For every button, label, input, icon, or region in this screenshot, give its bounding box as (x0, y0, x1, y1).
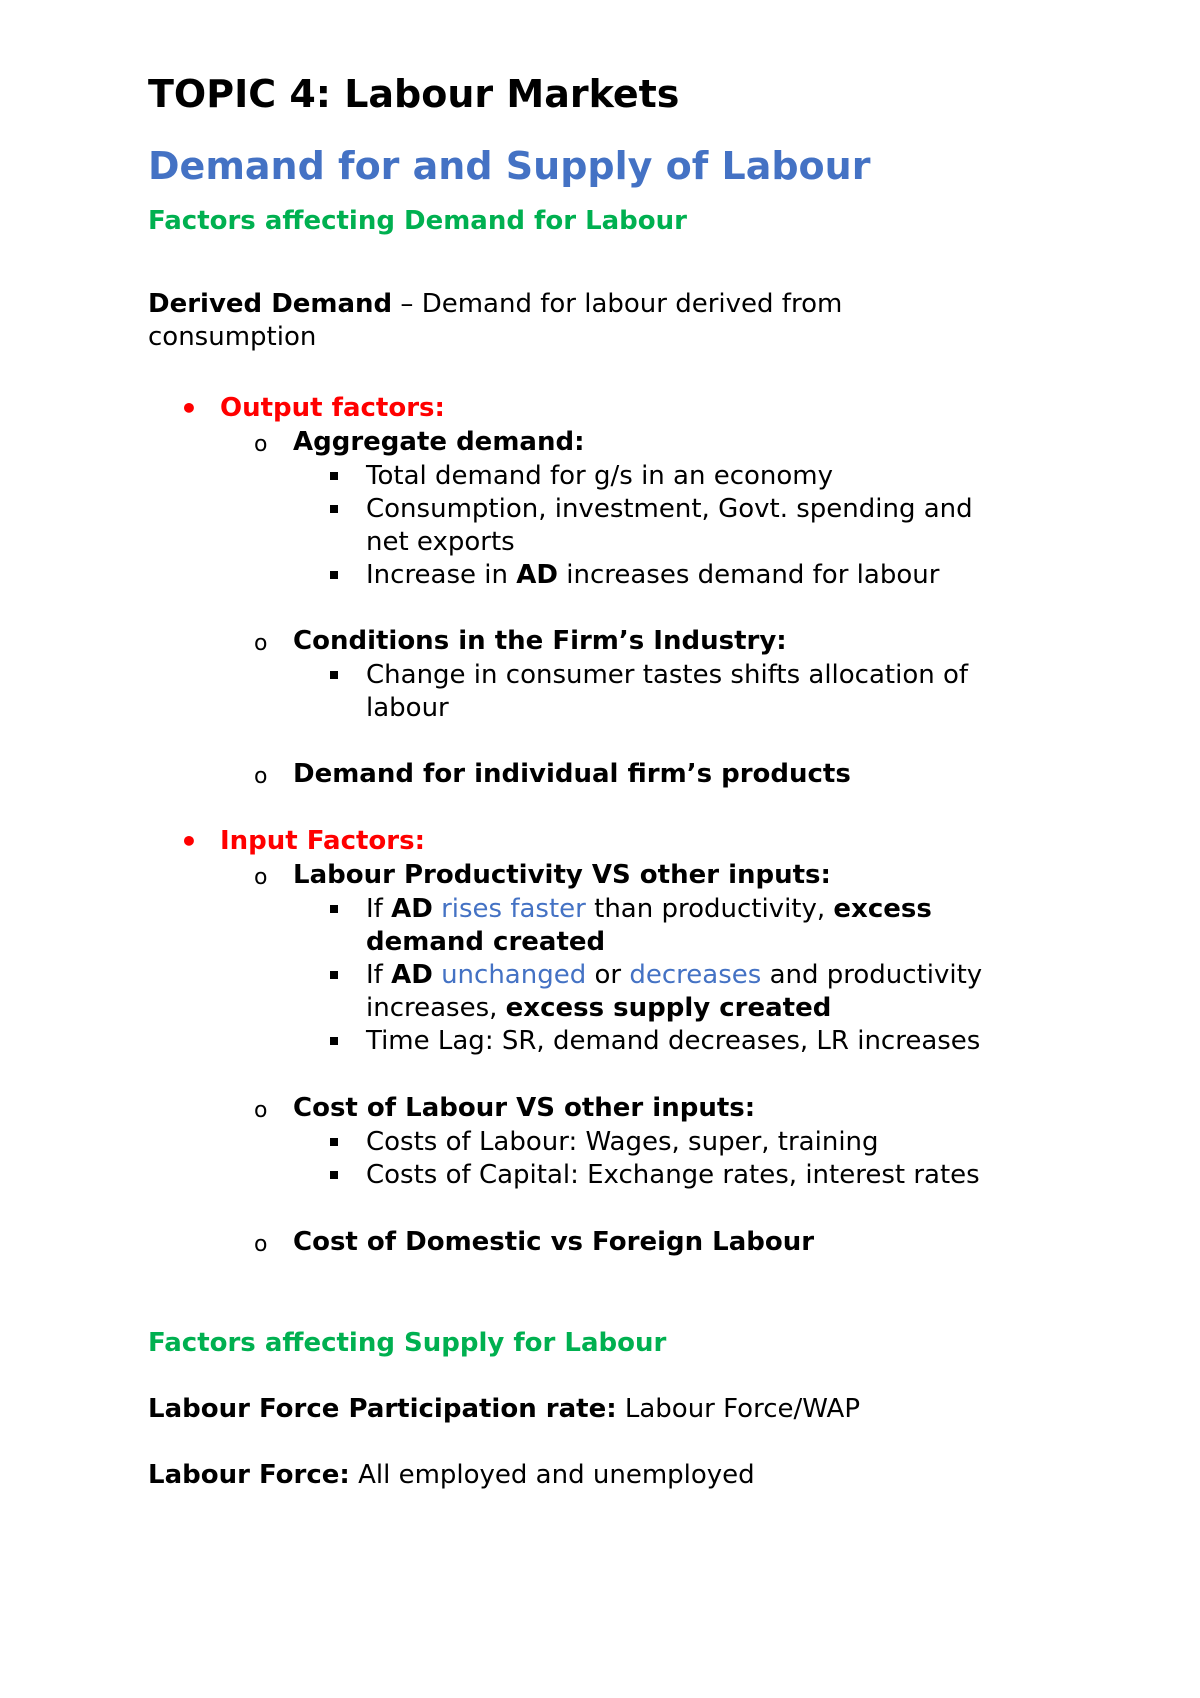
circle-bullet-icon: o (254, 432, 268, 457)
individual-demand-label: Demand for individual firm’s products (293, 759, 851, 789)
individual-demand-item (148, 758, 1088, 791)
square-bullet-icon (330, 1138, 338, 1146)
output-factors-item (148, 392, 1088, 425)
text-run-rises-faster: rises faster (441, 894, 586, 924)
list-item-text: Change in consumer tastes shifts allocation of (366, 660, 969, 690)
list-item (148, 1025, 1088, 1058)
list-item-text-cont (366, 992, 1086, 1025)
derived-demand-definition-cont: consumption (148, 322, 317, 352)
text-run-decreases: decreases (629, 960, 762, 990)
list-item-text (366, 893, 1086, 926)
text-run (433, 894, 441, 924)
square-bullet-icon (330, 472, 338, 480)
list-item (148, 1126, 1088, 1159)
circle-bullet-icon: o (254, 631, 268, 656)
derived-demand-separator: – (392, 289, 422, 319)
productivity-label: Labour Productivity VS other inputs: (293, 860, 831, 890)
square-bullet-icon (330, 1171, 338, 1179)
conditions-item (148, 625, 1088, 658)
derived-demand-term: Derived Demand (148, 289, 393, 319)
list-item (148, 659, 1088, 725)
text-run-ad: AD (391, 960, 433, 990)
cost-of-labour-label: Cost of Labour VS other inputs: (293, 1093, 756, 1123)
lfpr-value: Labour Force/WAP (616, 1394, 860, 1424)
text-run-unchanged: unchanged (441, 960, 587, 990)
text-run-excess-supply: excess supply created (505, 993, 832, 1023)
square-bullet-icon (330, 971, 338, 979)
aggregate-demand-item (148, 426, 1088, 459)
circle-bullet-icon: o (254, 865, 268, 890)
demand-section-heading: Factors affecting Demand for Labour (148, 206, 687, 236)
bullet-icon: • (180, 825, 198, 858)
productivity-item (148, 859, 1088, 892)
main-heading: Demand for and Supply of Labour (148, 144, 871, 188)
list-item (148, 959, 1088, 1025)
list-item-text-cont: labour (366, 693, 449, 723)
circle-bullet-icon: o (254, 1232, 268, 1257)
text-run-excess: excess (833, 894, 932, 924)
domestic-foreign-label: Cost of Domestic vs Foreign Labour (293, 1227, 815, 1257)
text-run: Increase in (366, 560, 517, 590)
text-run: than productivity, (585, 894, 834, 924)
input-factors-item (148, 825, 1088, 858)
supply-section-heading: Factors affecting Supply for Labour (148, 1328, 667, 1358)
lfpr-term: Labour Force Participation rate: (148, 1394, 617, 1424)
aggregate-demand-label: Aggregate demand: (293, 427, 585, 457)
circle-bullet-icon: o (254, 1098, 268, 1123)
list-item-text: Consumption, investment, Govt. spending and (366, 494, 973, 524)
list-item (148, 1159, 1088, 1192)
text-run: increases demand for labour (557, 560, 940, 590)
list-item-text: Time Lag: SR, demand decreases, LR increases (366, 1026, 981, 1056)
square-bullet-icon (330, 671, 338, 679)
list-item (148, 559, 1088, 592)
list-item-text-cont: demand created (366, 927, 606, 957)
text-run-ad: AD (391, 894, 433, 924)
text-run: If (366, 894, 392, 924)
text-run: or (586, 960, 630, 990)
lfpr-paragraph (148, 1393, 1088, 1426)
list-item-text (366, 559, 1086, 592)
list-item-text: Costs of Capital: Exchange rates, interest rates (366, 1160, 980, 1190)
cost-of-labour-item (148, 1092, 1088, 1125)
input-factors-label: Input Factors: (220, 826, 425, 856)
circle-bullet-icon: o (254, 764, 268, 789)
text-run: increases, (366, 993, 506, 1023)
list-item (148, 460, 1088, 493)
square-bullet-icon (330, 571, 338, 579)
derived-demand-paragraph (148, 288, 1088, 354)
topic-title: TOPIC 4: Labour Markets (148, 72, 680, 116)
list-item-text: Costs of Labour: Wages, super, training (366, 1127, 879, 1157)
list-item-text (366, 959, 1086, 992)
bullet-icon: • (180, 392, 198, 425)
labour-force-value: All employed and unemployed (349, 1460, 755, 1490)
text-run: If (366, 960, 392, 990)
text-run: and productivity (761, 960, 983, 990)
square-bullet-icon (330, 1037, 338, 1045)
conditions-label: Conditions in the Firm’s Industry: (293, 626, 787, 656)
square-bullet-icon (330, 905, 338, 913)
list-item (148, 493, 1088, 559)
list-item-text-cont: net exports (366, 527, 515, 557)
text-run (433, 960, 441, 990)
domestic-foreign-item (148, 1226, 1088, 1259)
output-factors-label: Output factors: (220, 393, 445, 423)
derived-demand-definition: Demand for labour derived from (421, 289, 843, 319)
text-run-ad: AD (516, 560, 558, 590)
square-bullet-icon (330, 505, 338, 513)
labour-force-term: Labour Force: (148, 1460, 350, 1490)
list-item (148, 893, 1088, 959)
labour-force-paragraph (148, 1459, 1088, 1492)
list-item-text: Total demand for g/s in an economy (366, 461, 834, 491)
